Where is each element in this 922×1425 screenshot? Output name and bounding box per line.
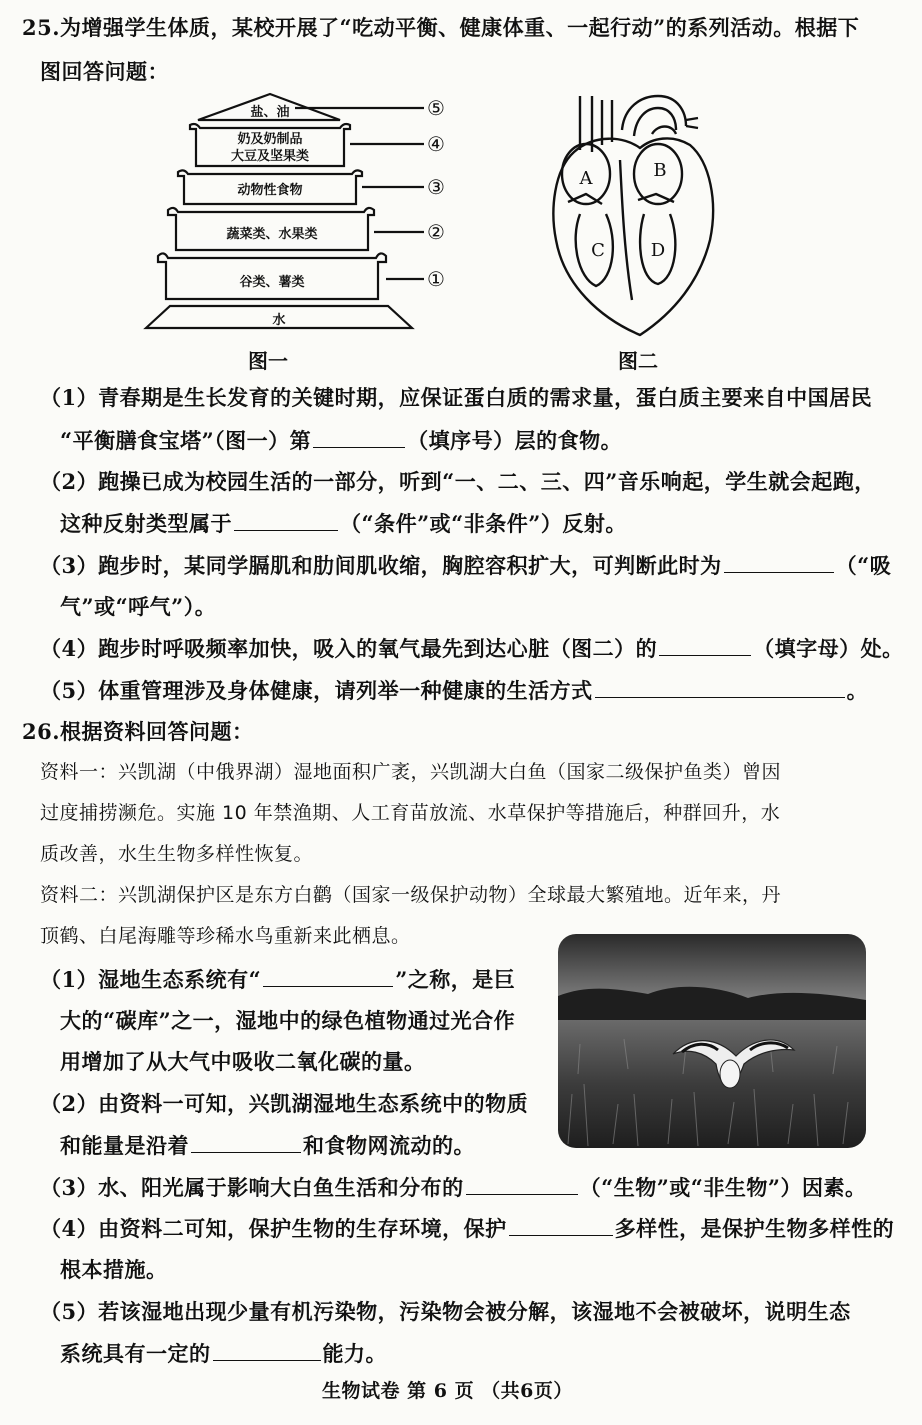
q26-material1-line3: 质改善，水生生物多样性恢复。: [40, 843, 314, 865]
q25-s3-line2: 气”或“呼气”）。: [60, 594, 217, 619]
q26-s4-text-a: （4）由资料二可知，保护生物的生存环境，保护: [40, 1216, 507, 1241]
heart-label-a: A: [579, 168, 593, 189]
q26-s1-line1: [40, 964, 515, 995]
wetland-stork-photo: [558, 934, 866, 1148]
q26-s2-text-a: 和能量是沿着: [60, 1133, 189, 1158]
pagoda-layer4-label-a: 奶及奶制品: [237, 132, 303, 147]
q25-s1-line1: （1）青春期是生长发育的关键时期，应保证蛋白质的需求量，蛋白质主要来自中国居民: [40, 385, 873, 410]
q26-s3-line: [40, 1172, 866, 1203]
q26-s5-line2: [60, 1338, 387, 1369]
pagoda-layer2-label: 蔬菜类、水果类: [226, 227, 318, 242]
q25-s2-line1: （2）跑操已成为校园生活的一部分，听到“一、二、三、四”音乐响起，学生就会起跑，: [40, 469, 876, 494]
figure1-caption: 图一: [248, 349, 288, 373]
q25-s5-text-a: （5）体重管理涉及身体健康，请列举一种健康的生活方式: [40, 678, 593, 703]
q26-s1-text-b: ”之称，是巨: [395, 967, 516, 992]
q26-material1-line1: 资料一：兴凯湖（中俄界湖）湿地面积广袤，兴凯湖大白鱼（国家二级保护鱼类）曾因: [40, 761, 782, 783]
q26-s3-text-a: （3）水、阳光属于影响大白鱼生活和分布的: [40, 1175, 464, 1200]
q25-s4-line: [40, 633, 904, 664]
q25-s4-text-b: （填字母）处。: [753, 636, 904, 661]
q25-s3-answer-blank[interactable]: [724, 550, 834, 573]
q25-s3-text-a: （3）跑步时，某同学膈肌和肋间肌收缩，胸腔容积扩大，可判断此时为: [40, 553, 722, 578]
q25-intro-line1: 25.为增强学生体质，某校开展了“吃动平衡、健康体重、一起行动”的系列活动。根据下: [22, 15, 860, 40]
q25-s4-answer-blank[interactable]: [659, 633, 751, 656]
pagoda-number-5: ⑤: [427, 96, 445, 120]
q25-s5-text-b: 。: [846, 678, 869, 703]
food-pagoda-figure: [140, 92, 460, 337]
heart-label-d: D: [650, 240, 666, 261]
q26-s1-line3: 用增加了从大气中吸收二氧化碳的量。: [60, 1049, 426, 1074]
pagoda-layer1-label: 谷类、薯类: [239, 275, 305, 290]
heart-label-c: C: [591, 240, 605, 261]
q26-s1-text-a: （1）湿地生态系统有“: [40, 967, 262, 992]
q25-s3-text-b: （“吸: [835, 553, 892, 578]
q26-s4-answer-blank[interactable]: [509, 1213, 613, 1236]
q26-s5-text-a: 系统具有一定的: [60, 1341, 211, 1366]
q26-s2-line1: （2）由资料一可知，兴凯湖湿地生态系统中的物质: [40, 1091, 529, 1116]
q25-s2-text-b: （“条件”或“非条件”）反射。: [340, 511, 627, 536]
page-footer: 生物试卷 第 6 页 （共6页）: [322, 1380, 573, 1402]
q26-s1-line2: 大的“碳库”之一，湿地中的绿色植物通过光合作: [60, 1008, 516, 1033]
q26-s3-text-b: （“生物”或“非生物”）因素。: [579, 1175, 867, 1200]
q25-s1-answer-blank[interactable]: [313, 425, 405, 448]
q26-s3-answer-blank[interactable]: [466, 1172, 578, 1195]
q26-s4-line1: [40, 1213, 894, 1244]
q26-material1-line2: 过度捕捞濒危。实施 10 年禁渔期、人工育苗放流、水草保护等措施后，种群回升，水: [40, 802, 781, 824]
q25-s1-text-b: （填序号）层的食物。: [407, 428, 623, 453]
q25-s5-line: [40, 675, 868, 706]
pagoda-layer5-label: 盐、油: [250, 105, 290, 120]
q26-s4-text-b: 多样性，是保护生物多样性的: [614, 1216, 895, 1241]
q26-s4-line2: 根本措施。: [60, 1257, 168, 1282]
heart-diagram-figure: [540, 90, 730, 340]
q25-s2-text-a: 这种反射类型属于: [60, 511, 232, 536]
q25-intro-line2: 图回答问题：: [40, 59, 169, 84]
pagoda-number-3: ③: [427, 175, 445, 199]
q26-s2-text-b: 和食物网流动的。: [303, 1133, 475, 1158]
q25-s1-line2: [60, 425, 622, 456]
pagoda-base-label: 水: [272, 313, 286, 328]
figure2-caption: 图二: [618, 349, 658, 373]
q25-s3-line1: [40, 550, 891, 581]
q26-material2-line1: 资料二：兴凯湖保护区是东方白鹳（国家一级保护动物）全球最大繁殖地。近年来，丹: [40, 884, 782, 906]
q26-s5-line1: （5）若该湿地出现少量有机污染物，污染物会被分解，该湿地不会被破坏，说明生态: [40, 1299, 851, 1324]
q26-material2-line2: 顶鹤、白尾海雕等珍稀水鸟重新来此栖息。: [40, 925, 411, 947]
q26-s1-answer-blank[interactable]: [263, 964, 393, 987]
heart-label-b: B: [653, 160, 667, 181]
q25-s2-line2: [60, 508, 627, 539]
q25-s1-text-a: “平衡膳食宝塔”（图一）第: [60, 428, 312, 453]
q26-s5-text-b: 能力。: [322, 1341, 387, 1366]
q26-s2-answer-blank[interactable]: [191, 1130, 301, 1153]
q25-s2-answer-blank[interactable]: [234, 508, 338, 531]
q26-title: 26.根据资料回答问题：: [22, 719, 254, 744]
q25-s5-answer-blank[interactable]: [595, 675, 845, 698]
pagoda-number-1: ①: [427, 267, 445, 291]
pagoda-number-2: ②: [427, 220, 445, 244]
pagoda-layer4-label-b: 大豆及坚果类: [230, 149, 310, 164]
pagoda-number-4: ④: [427, 132, 445, 156]
q26-s5-answer-blank[interactable]: [213, 1338, 321, 1361]
pagoda-layer3-label: 动物性食物: [237, 183, 303, 198]
q25-s4-text-a: （4）跑步时呼吸频率加快，吸入的氧气最先到达心脏（图二）的: [40, 636, 658, 661]
q26-s2-line2: [60, 1130, 475, 1161]
